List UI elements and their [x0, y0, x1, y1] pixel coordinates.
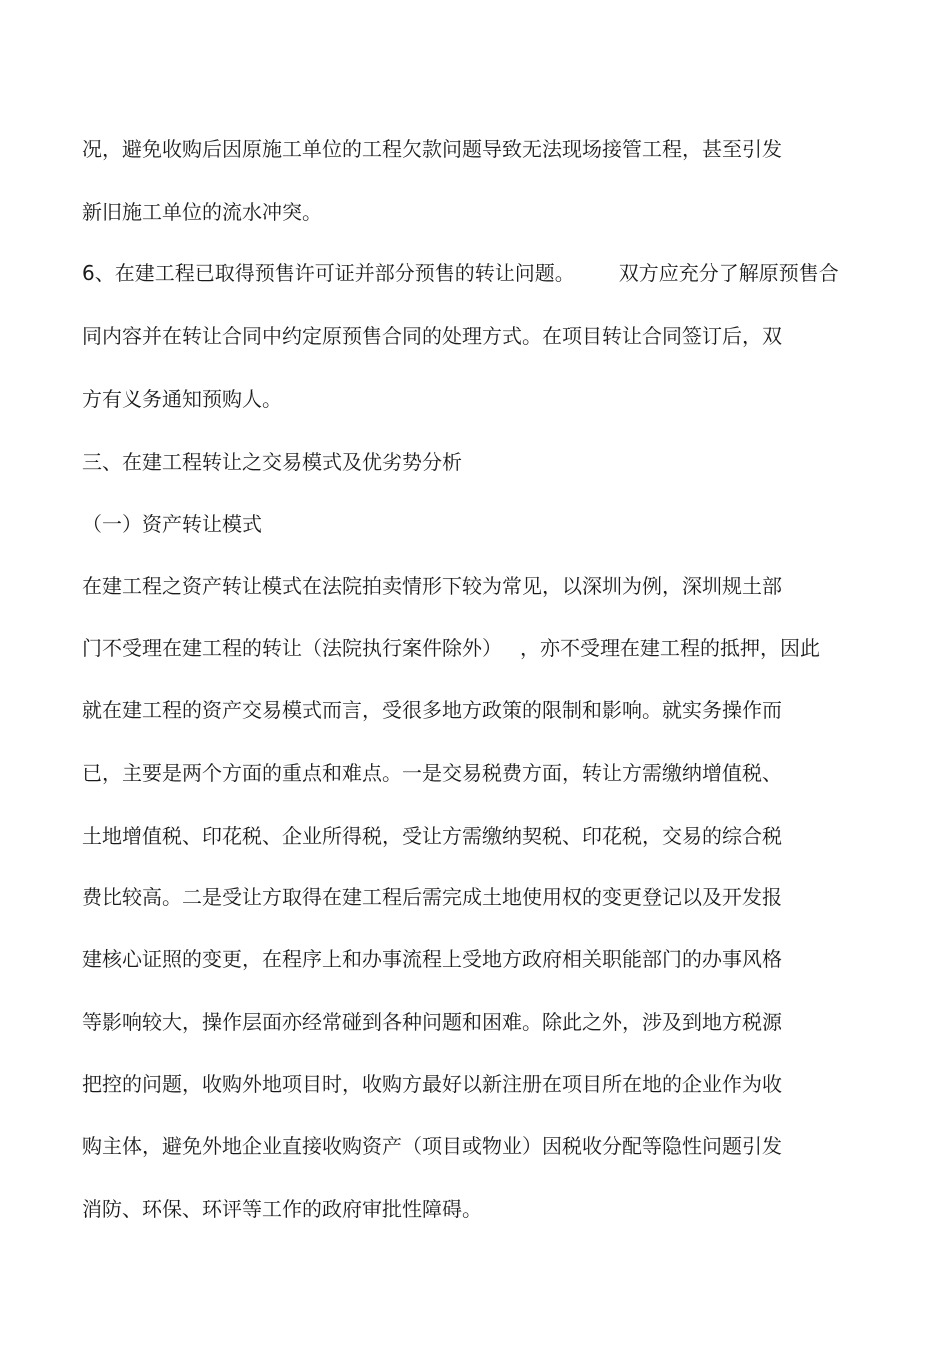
text-run: 双方应充分了解原预售合	[618, 261, 839, 285]
section-heading	[82, 449, 462, 475]
text-run: 新旧施工单位的流水冲突。	[82, 200, 322, 224]
subsection-heading	[82, 511, 262, 537]
paragraph-line-3	[82, 260, 839, 286]
text-run: 建核心证照的变更，在程序上和办事流程上受地方政府相关职能部门的办事风格	[82, 947, 782, 971]
paragraph-line-11	[82, 884, 782, 910]
text-run: 在建工程之资产转让模式在法院拍卖情形下较为常见，以深圳为例，深圳规土部	[82, 574, 782, 598]
paragraph-line-5	[82, 386, 282, 412]
text-run: 消防、环保、环评等工作的政府审批性障碍。	[82, 1197, 482, 1221]
paragraph-line-7	[82, 635, 820, 661]
paragraph-line-13	[82, 1009, 782, 1035]
paragraph-line-2	[82, 199, 322, 225]
text-run: 方有义务通知预购人。	[82, 387, 282, 411]
text-run: 购主体，避免外地企业直接收购资产（项目或物业）因税收分配等隐性问题引发	[82, 1134, 782, 1158]
text-run: 三、在建工程转让之交易模式及优劣势分析	[82, 450, 462, 474]
text-run: 况，避免收购后因原施工单位的工程欠款问题导致无法现场接管工程，甚至引发	[82, 137, 782, 161]
text-run: 等影响较大，操作层面亦经常碰到各种问题和困难。除此之外，涉及到地方税源	[82, 1010, 782, 1034]
paragraph-line-10	[82, 823, 782, 849]
paragraph-line-6	[82, 573, 782, 599]
paragraph-line-9	[82, 760, 782, 786]
paragraph-line-8	[82, 697, 782, 723]
paragraph-line-15	[82, 1133, 782, 1159]
text-run: 6、在建工程已取得预售许可证并部分预售的转让问题。	[82, 261, 575, 285]
paragraph-line-4	[82, 323, 782, 349]
paragraph-line-14	[82, 1071, 782, 1097]
text-run: 费比较高。二是受让方取得在建工程后需完成土地使用权的变更登记以及开发报	[82, 885, 782, 909]
text-run: 就在建工程的资产交易模式而言，受很多地方政策的限制和影响。就实务操作而	[82, 698, 782, 722]
text-run: 土地增值税、印花税、企业所得税，受让方需缴纳契税、印花税，交易的综合税	[82, 824, 782, 848]
text-run: 已，主要是两个方面的重点和难点。一是交易税费方面，转让方需缴纳增值税、	[82, 761, 782, 785]
text-run: 门不受理在建工程的转让（法院执行案件除外）	[82, 636, 492, 660]
text-run: 把控的问题，收购外地项目时，收购方最好以新注册在项目所在地的企业作为收	[82, 1072, 782, 1096]
text-run: ，亦不受理在建工程的抵押，因此	[520, 636, 820, 660]
paragraph-line-12	[82, 946, 782, 972]
text-run: 同内容并在转让合同中约定原预售合同的处理方式。在项目转让合同签订后，双	[82, 324, 782, 348]
text-run: （一）资产转让模式	[82, 512, 262, 536]
paragraph-line-1	[82, 136, 782, 162]
paragraph-line-16	[82, 1196, 482, 1222]
